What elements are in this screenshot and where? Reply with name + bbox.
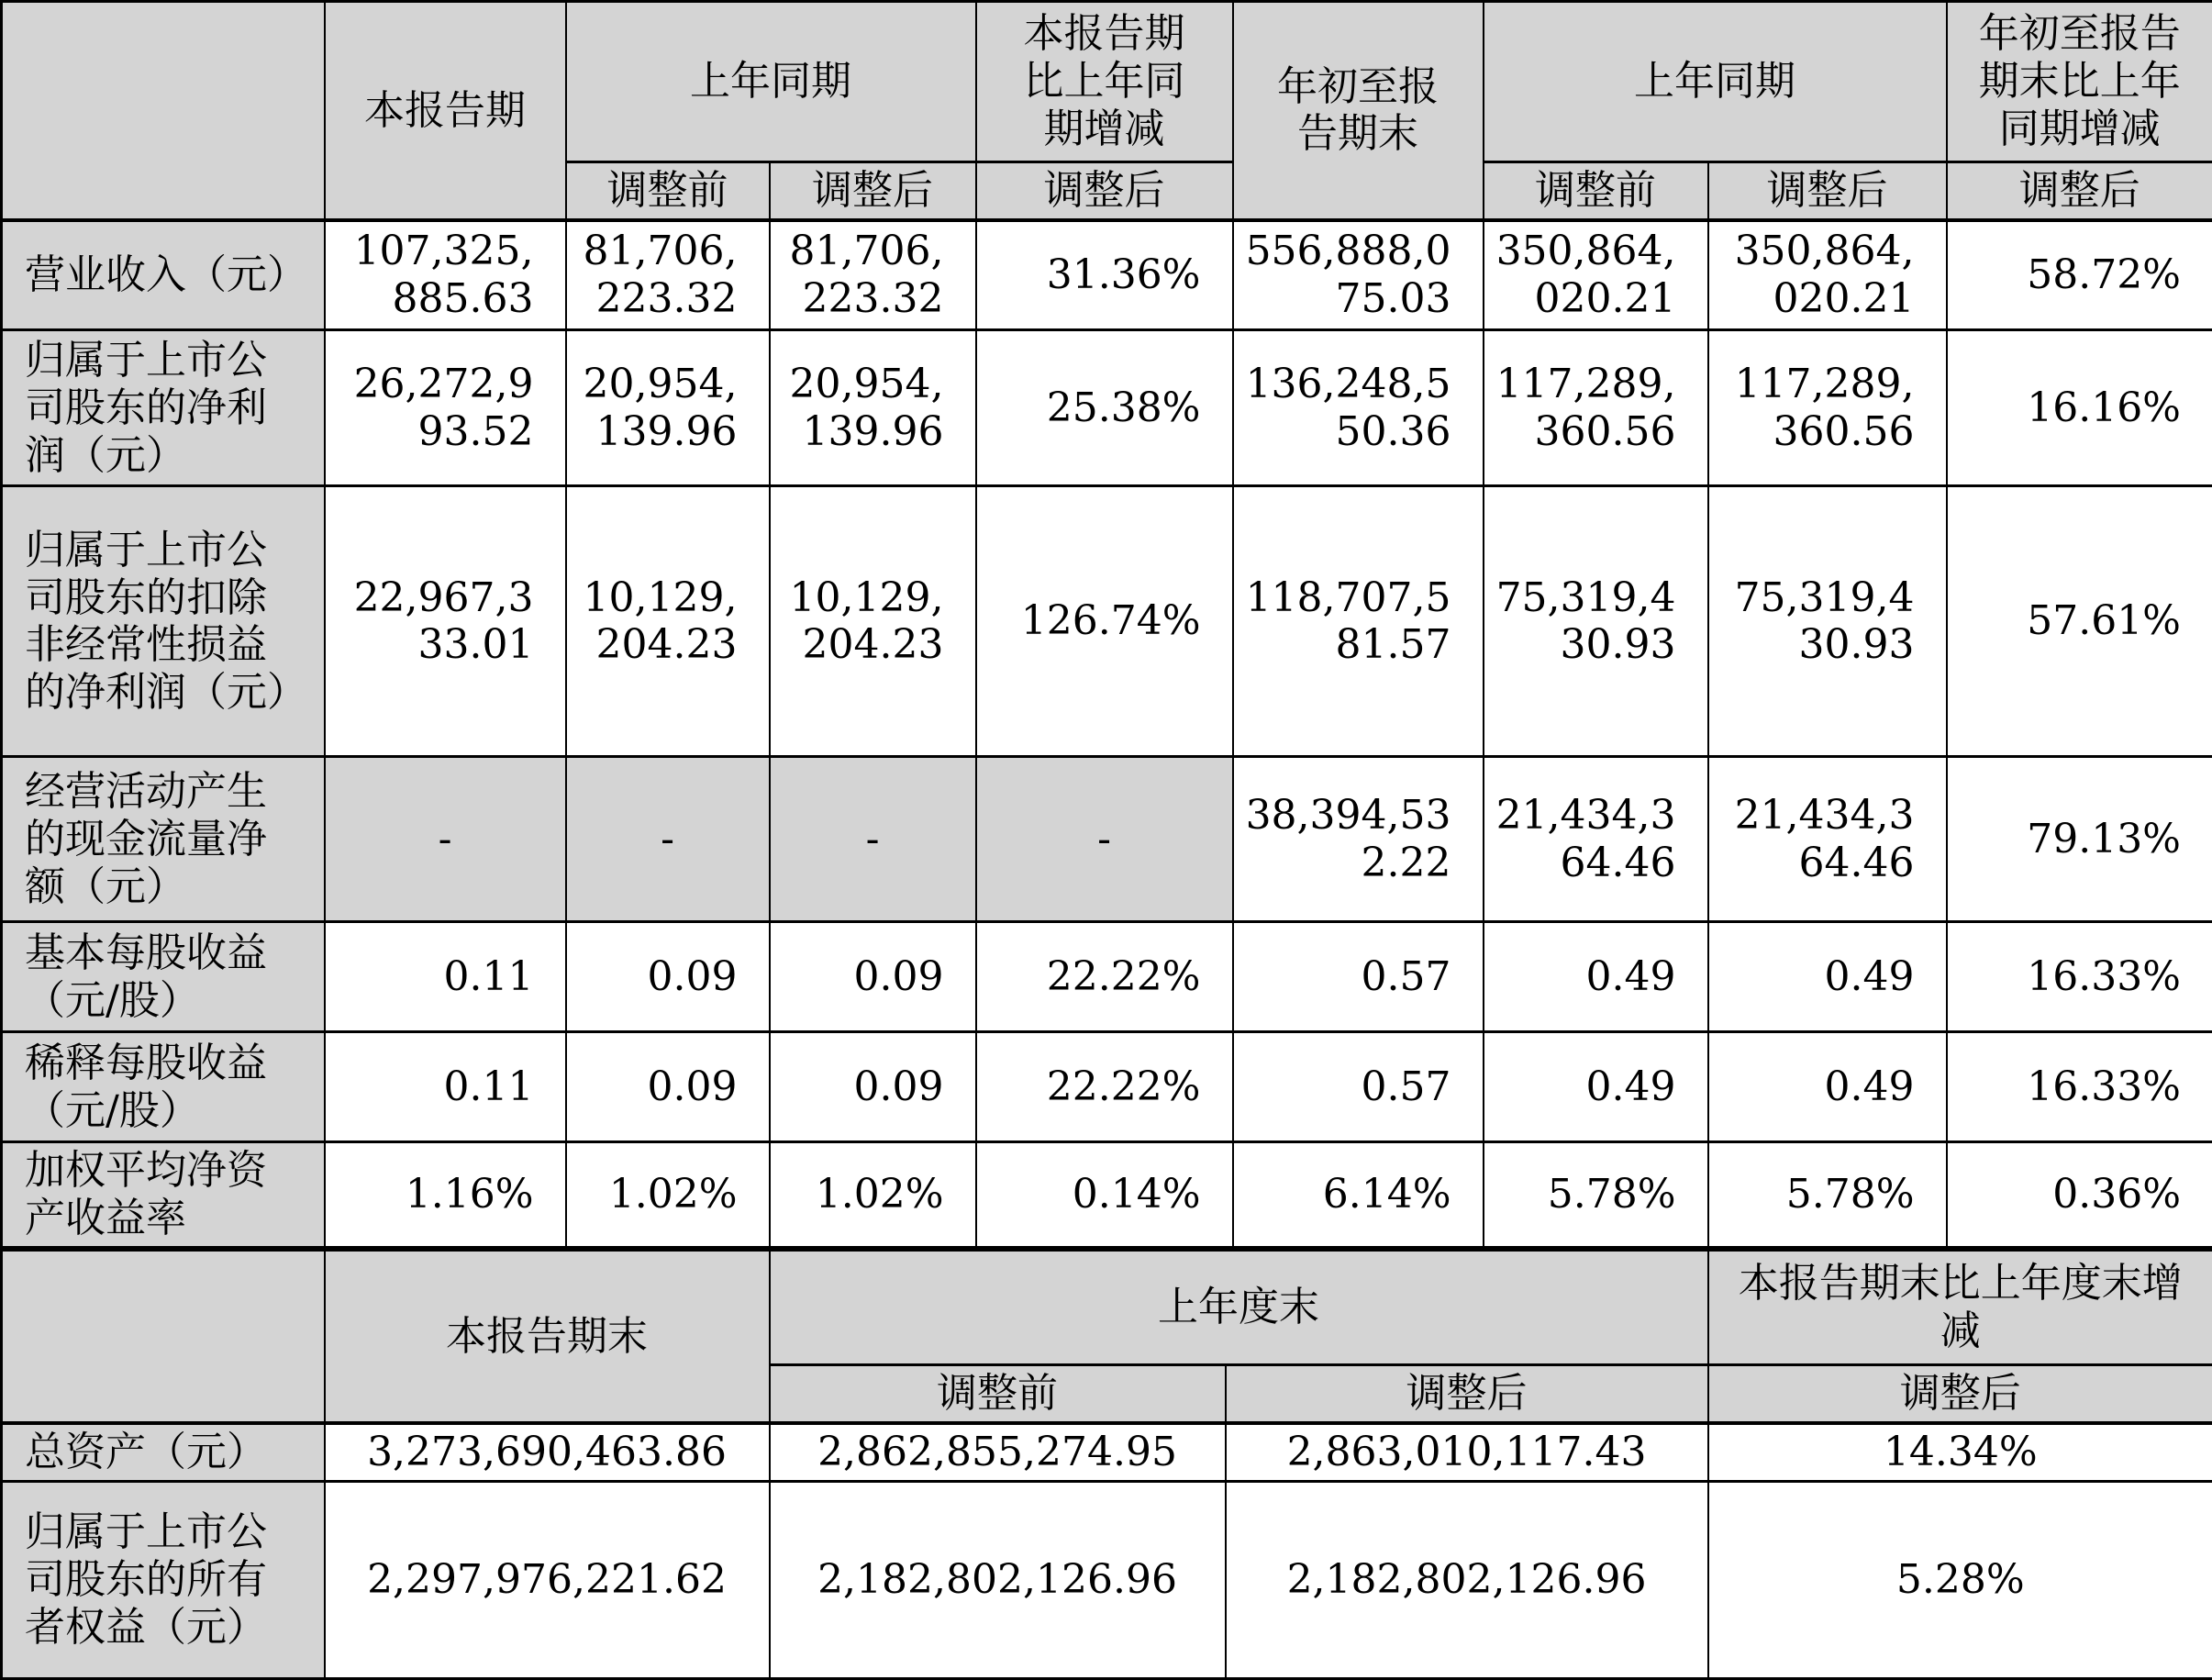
cell: 21,434,364.46 bbox=[1484, 757, 1708, 922]
header-prior-year-end: 上年度末 bbox=[770, 1251, 1708, 1365]
header-current-period-end: 本报告期末 bbox=[325, 1251, 770, 1423]
cell: 0.57 bbox=[1233, 1032, 1484, 1142]
cell: 2,863,010,117.43 bbox=[1226, 1423, 1708, 1481]
cell: 14.34% bbox=[1708, 1423, 2212, 1481]
row-label: 基本每股收益（元/股） bbox=[2, 922, 325, 1032]
row-net-profit bbox=[2, 330, 2212, 486]
header-row-main bbox=[2, 2, 2212, 162]
cell: 0.49 bbox=[1708, 1032, 1947, 1142]
balance-sheet-summary-table bbox=[0, 1249, 2212, 1680]
quarterly-results-header bbox=[2, 2, 2212, 220]
header-post-adjust: 调整后 bbox=[770, 162, 976, 220]
header-post-adjust: 调整后 bbox=[1708, 1365, 2212, 1423]
header-pre-adjust: 调整前 bbox=[1484, 162, 1708, 220]
cell: 22.22% bbox=[976, 922, 1233, 1032]
cell: 136,248,550.36 bbox=[1233, 330, 1484, 486]
cell: 57.61% bbox=[1947, 486, 2212, 757]
cell: 5.28% bbox=[1708, 1482, 2212, 1679]
cell: 25.38% bbox=[976, 330, 1233, 486]
row-operating-cash-flow bbox=[2, 757, 2212, 922]
row-shareholders-equity bbox=[2, 1482, 2212, 1679]
row-label: 归属于上市公司股东的扣除非经常性损益的净利润（元） bbox=[2, 486, 325, 757]
cell: 75,319,430.93 bbox=[1708, 486, 1947, 757]
row-label: 稀释每股收益（元/股） bbox=[2, 1032, 325, 1142]
cell: 0.49 bbox=[1708, 922, 1947, 1032]
cell: - bbox=[976, 757, 1233, 922]
cell: 126.74% bbox=[976, 486, 1233, 757]
cell: 0.14% bbox=[976, 1142, 1233, 1248]
row-label: 归属于上市公司股东的净利润（元） bbox=[2, 330, 325, 486]
cell: 350,864,020.21 bbox=[1708, 220, 1947, 330]
header-current-period: 本报告期 bbox=[325, 2, 566, 220]
header-post-adjust: 调整后 bbox=[1708, 162, 1947, 220]
header-post-adjust: 调整后 bbox=[1226, 1365, 1708, 1423]
cell: 16.16% bbox=[1947, 330, 2212, 486]
cell: 117,289,360.56 bbox=[1708, 330, 1947, 486]
cell: 79.13% bbox=[1947, 757, 2212, 922]
row-label: 经营活动产生的现金流量净额（元） bbox=[2, 757, 325, 922]
cell: 10,129,204.23 bbox=[566, 486, 770, 757]
header-prior-year-period-2: 上年同期 bbox=[1484, 2, 1947, 162]
row-weighted-avg-roe bbox=[2, 1142, 2212, 1248]
cell: 22,967,333.01 bbox=[325, 486, 566, 757]
cell: 16.33% bbox=[1947, 1032, 2212, 1142]
cell: 3,273,690,463.86 bbox=[325, 1423, 770, 1481]
cell: 556,888,075.03 bbox=[1233, 220, 1484, 330]
cell: 20,954,139.96 bbox=[770, 330, 976, 486]
cell: 58.72% bbox=[1947, 220, 2212, 330]
cell: 0.57 bbox=[1233, 922, 1484, 1032]
header-ytd: 年初至报告期末 bbox=[1233, 2, 1484, 220]
cell: 1.16% bbox=[325, 1142, 566, 1248]
cell: 22.22% bbox=[976, 1032, 1233, 1142]
corner-cell bbox=[2, 2, 325, 220]
row-label: 营业收入（元） bbox=[2, 220, 325, 330]
corner-cell bbox=[2, 1251, 325, 1423]
header-period-change: 本报告期比上年同期增减 bbox=[976, 2, 1233, 162]
cell: 21,434,364.46 bbox=[1708, 757, 1947, 922]
cell: 0.36% bbox=[1947, 1142, 2212, 1248]
cell: 0.09 bbox=[566, 1032, 770, 1142]
row-basic-eps bbox=[2, 922, 2212, 1032]
cell: 6.14% bbox=[1233, 1142, 1484, 1248]
cell: 0.09 bbox=[770, 922, 976, 1032]
cell: 20,954,139.96 bbox=[566, 330, 770, 486]
cell: 1.02% bbox=[770, 1142, 976, 1248]
row-diluted-eps bbox=[2, 1032, 2212, 1142]
cell: 2,862,855,274.95 bbox=[770, 1423, 1226, 1481]
cell: 118,707,581.57 bbox=[1233, 486, 1484, 757]
row-label: 归属于上市公司股东的所有者权益（元） bbox=[2, 1482, 325, 1679]
row-net-profit-excl-nonrecurring bbox=[2, 486, 2212, 757]
cell: 16.33% bbox=[1947, 922, 2212, 1032]
row-label: 加权平均净资产收益率 bbox=[2, 1142, 325, 1248]
cell: 81,706,223.32 bbox=[566, 220, 770, 330]
cell: 5.78% bbox=[1708, 1142, 1947, 1248]
cell: 0.49 bbox=[1484, 922, 1708, 1032]
cell: - bbox=[770, 757, 976, 922]
cell: 117,289,360.56 bbox=[1484, 330, 1708, 486]
header-post-adjust: 调整后 bbox=[976, 162, 1233, 220]
header-pre-adjust: 调整前 bbox=[770, 1365, 1226, 1423]
header-row-main bbox=[2, 1251, 2212, 1365]
cell: 0.09 bbox=[566, 922, 770, 1032]
header-prior-year-period: 上年同期 bbox=[566, 2, 976, 162]
balance-header bbox=[2, 1251, 2212, 1423]
cell: 2,182,802,126.96 bbox=[770, 1482, 1226, 1679]
header-end-change: 本报告期末比上年度末增减 bbox=[1708, 1251, 2212, 1365]
row-total-assets bbox=[2, 1423, 2212, 1481]
cell: - bbox=[325, 757, 566, 922]
header-pre-adjust: 调整前 bbox=[566, 162, 770, 220]
cell: 26,272,993.52 bbox=[325, 330, 566, 486]
header-post-adjust: 调整后 bbox=[1947, 162, 2212, 220]
cell: 0.11 bbox=[325, 1032, 566, 1142]
cell: 38,394,532.22 bbox=[1233, 757, 1484, 922]
cell: 5.78% bbox=[1484, 1142, 1708, 1248]
cell: - bbox=[566, 757, 770, 922]
cell: 350,864,020.21 bbox=[1484, 220, 1708, 330]
cell: 81,706,223.32 bbox=[770, 220, 976, 330]
row-revenue bbox=[2, 220, 2212, 330]
cell: 0.09 bbox=[770, 1032, 976, 1142]
cell: 107,325,885.63 bbox=[325, 220, 566, 330]
cell: 2,297,976,221.62 bbox=[325, 1482, 770, 1679]
cell: 1.02% bbox=[566, 1142, 770, 1248]
cell: 75,319,430.93 bbox=[1484, 486, 1708, 757]
row-label: 总资产（元） bbox=[2, 1423, 325, 1481]
cell: 0.49 bbox=[1484, 1032, 1708, 1142]
cell: 2,182,802,126.96 bbox=[1226, 1482, 1708, 1679]
header-ytd-change: 年初至报告期末比上年同期增减 bbox=[1947, 2, 2212, 162]
cell: 31.36% bbox=[976, 220, 1233, 330]
cell: 0.11 bbox=[325, 922, 566, 1032]
cell: 10,129,204.23 bbox=[770, 486, 976, 757]
